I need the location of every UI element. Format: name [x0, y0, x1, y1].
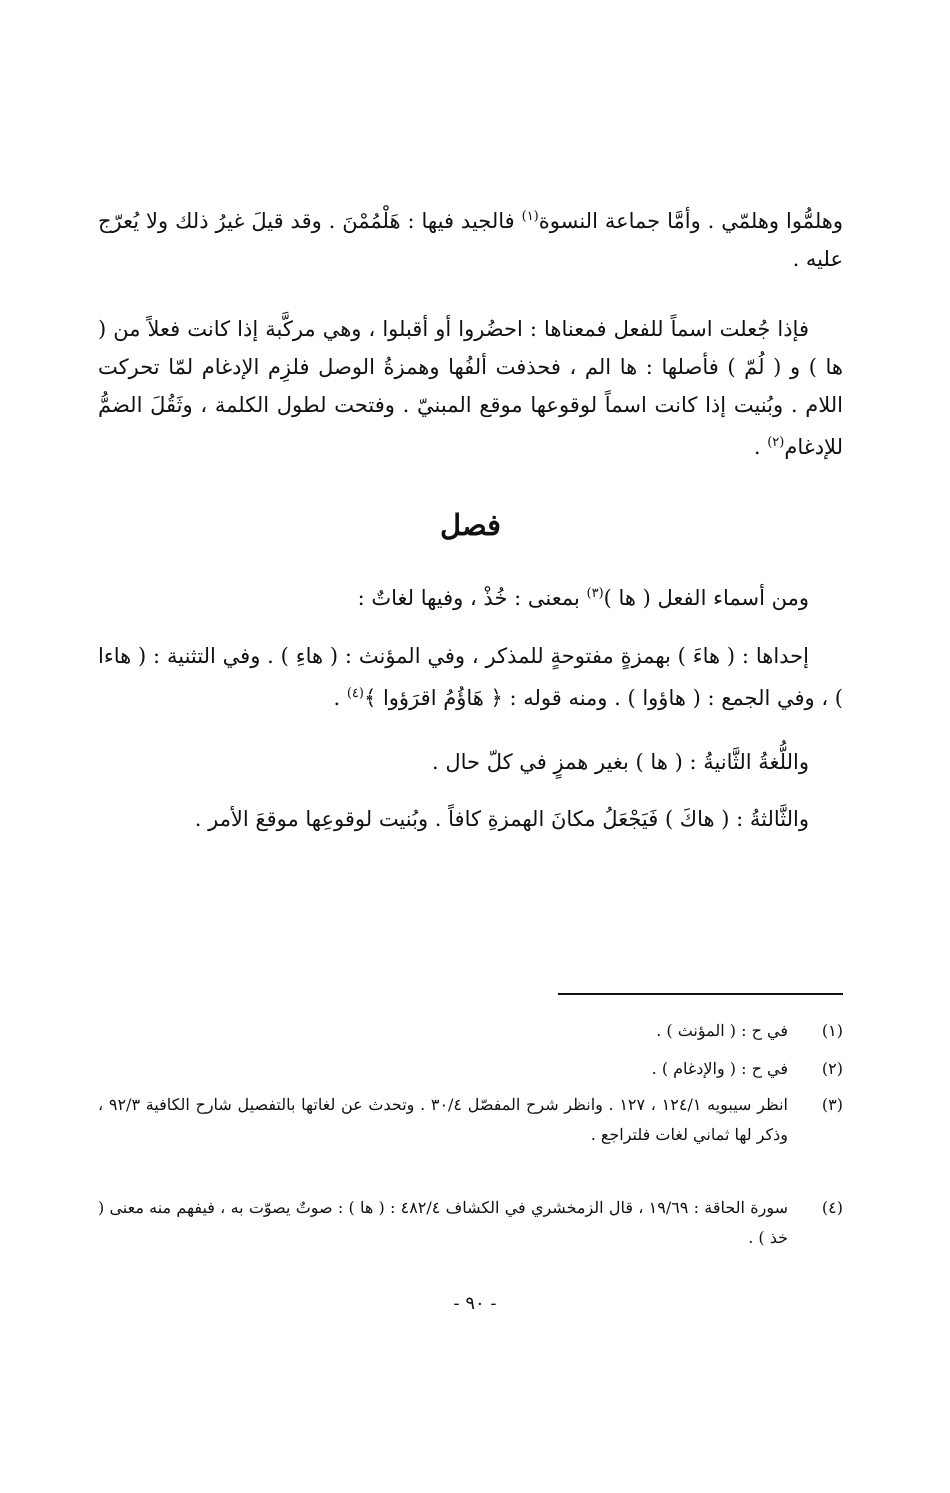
footnote-ref-1[interactable]: (١) — [521, 209, 539, 224]
footnote-4 — [98, 1193, 843, 1253]
paragraph-1 — [98, 198, 843, 278]
paragraph-4-text-a: إحداها : ( هاءَ ) بهمزةٍ مفتوحةٍ للمذكر ، وفي المؤنث : ( هاءِ ) . وفي التثنية : ( هاءا ) ، وفي الجمع : ( هاؤوا ) . ومنه قوله : ﴿ هَاؤُمُ اقرَؤوا ﴾ — [98, 644, 843, 710]
paragraph-6 — [98, 800, 843, 838]
footnote-ref-2[interactable]: (٢) — [767, 435, 785, 450]
footnote-text: سورة الحاقة : ١٩/٦٩ ، قال الزمخشري في الكشاف ٤٨٢/٤ : ( ها ) : صوتٌ يصوّت به ، فيفهم منه معنى ( خذ ) . — [98, 1198, 789, 1247]
footnote-text: انظر سيبويه ١٢٤/١ ، ١٢٧ . وانظر شرح المفصّل ٣٠/٤ . وتحدث عن لغاتها بالتفصيل شارح الكافية ٩٢/٣ ، وذكر لها ثماني لغات فلتراجع . — [98, 1095, 789, 1144]
paragraph-2-text-a: فإذا جُعلت اسماً للفعل فمعناها : احضُروا أو أقبلوا ، وهي مركَّبة إذا كانت فعلاً من ( ها ) و ( لُمّ ) فأصلها : ها الم ، فحذفت ألفُها وهمزةُ الوصل فلزِم الإدغام لمّا تحركت اللام . وبُنيت إذا كانت اسماً لوقوعها موقع المبنيّ . وفتحت لطول الكلمة ، وثَقُلَ الضمُّ للإدغام — [98, 317, 843, 459]
paragraph-2 — [98, 310, 843, 466]
footnote-separator — [558, 993, 843, 995]
page-number: - ٩٠ - — [453, 1293, 497, 1314]
footnote-2 — [98, 1054, 843, 1084]
paragraph-1-text-b: فالجيد فيها : هَلْمُمْنَ . وقد قيلَ غيرُ ذلك ولا يُعرّج عليه . — [98, 209, 843, 271]
paragraph-5-text: واللُّغةُ الثَّانيةُ : ( ها ) بغير همزٍ في كلّ حال . — [432, 750, 809, 774]
footnote-ref-3[interactable]: (٣) — [586, 586, 604, 601]
footnote-ref-4[interactable]: (٤) — [346, 686, 364, 701]
footnote-number: (٢) — [821, 1059, 843, 1078]
paragraph-3-text-b: بمعنى : خُذْ ، وفيها لغاتٌ : — [357, 586, 587, 610]
footnote-text: في ح : ( المؤنث ) . — [656, 1021, 788, 1040]
paragraph-5 — [98, 743, 843, 781]
paragraph-2-text-b: . — [753, 435, 768, 459]
paragraph-6-text: والثَّالثةُ : ( هاكَ ) فَيَجْعَلُ مكانَ الهمزةِ كافاً . وبُنيت لوقوعِها موقعَ الأمر . — [194, 807, 809, 831]
footnote-1 — [98, 1016, 843, 1046]
paragraph-3 — [98, 575, 843, 617]
footnote-3 — [98, 1090, 843, 1150]
paragraph-4-text-b: . — [333, 686, 347, 710]
section-heading: فصل — [440, 508, 501, 542]
footnote-number: (٤) — [821, 1198, 843, 1217]
footnote-text: في ح : ( والإدغام ) . — [651, 1059, 788, 1078]
paragraph-4 — [98, 637, 843, 717]
footnote-number: (١) — [821, 1021, 843, 1040]
paragraph-1-text-a: وهلمُّوا وهلمّي . وأمَّا جماعة النسوة — [538, 209, 843, 233]
paragraph-3-text-a: ومن أسماء الفعل ( ها ) — [603, 586, 809, 610]
footnote-number: (٣) — [821, 1095, 843, 1114]
